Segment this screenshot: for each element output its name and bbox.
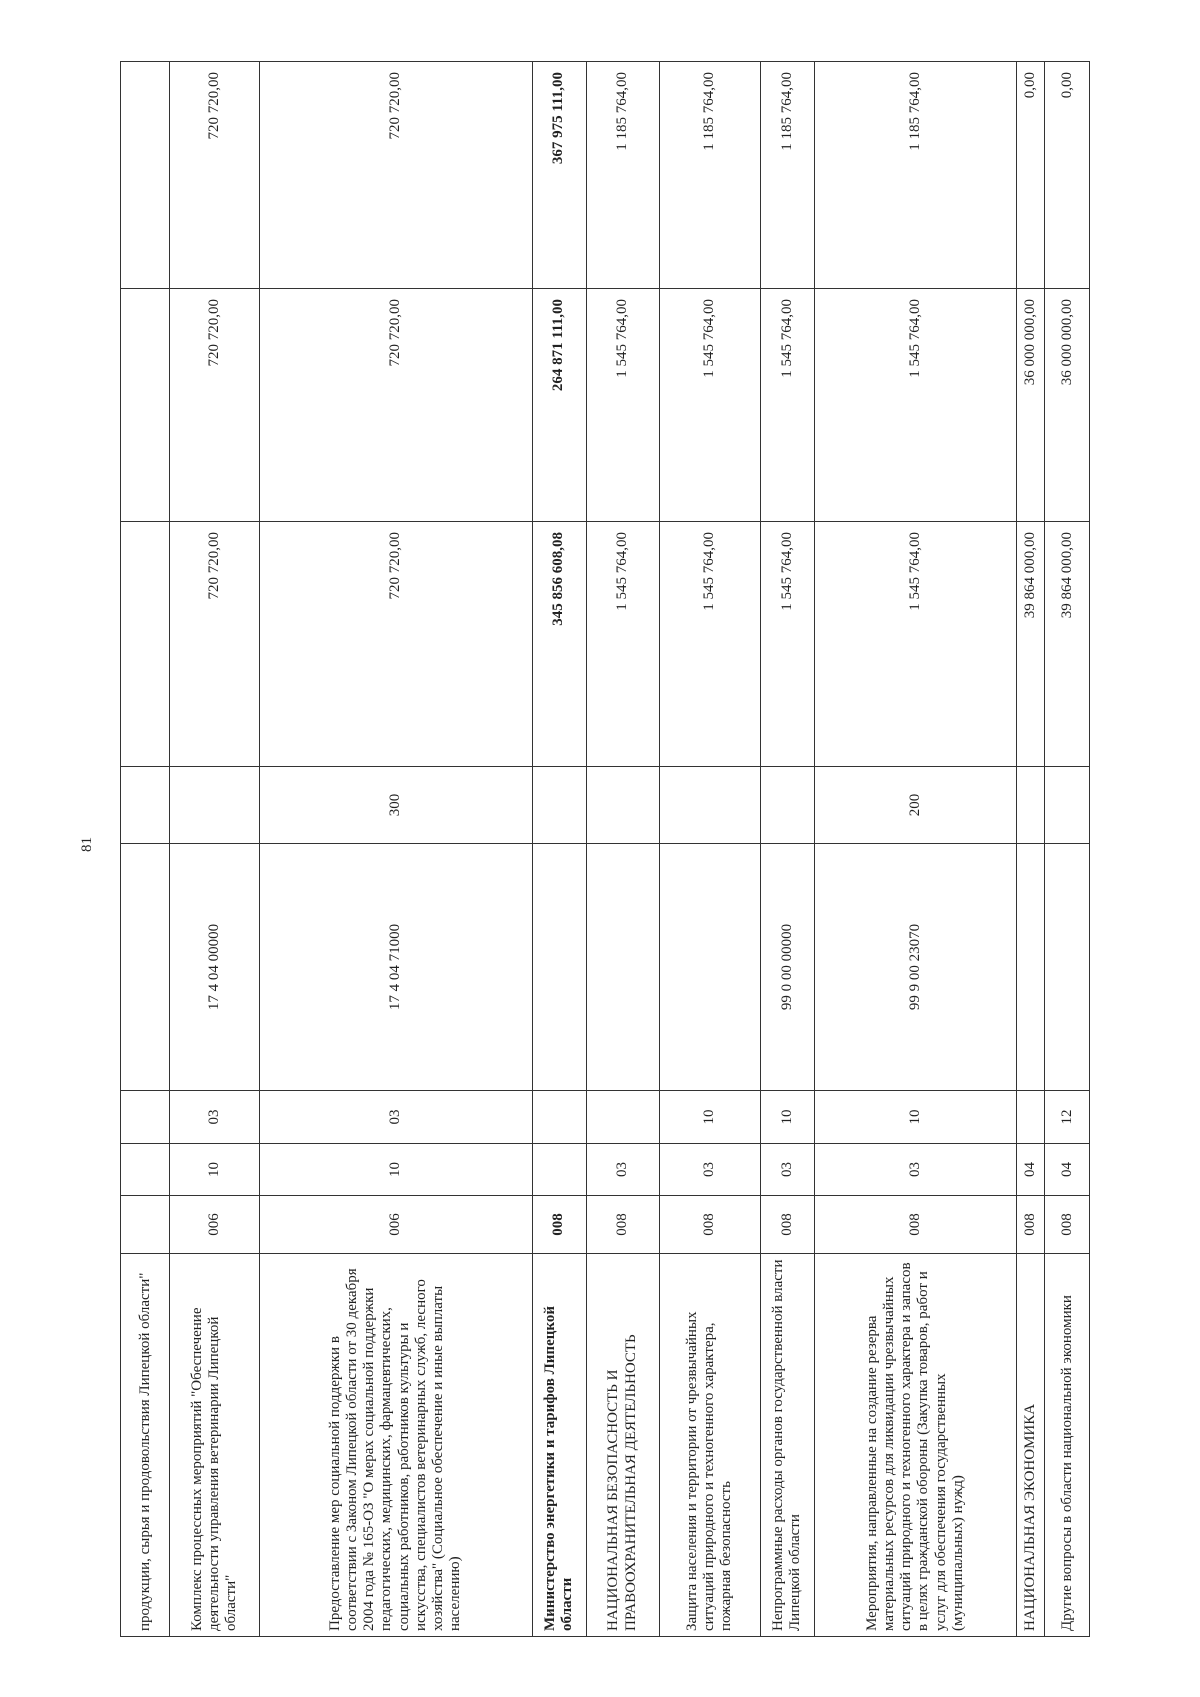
target-article-code: 99 0 00 00000 — [760, 844, 814, 1091]
section-code — [532, 1144, 586, 1196]
row-name: Предоставление мер социальной поддержки в соответствии с Законом Липецкой области от 30 декабря 2004 года № 165-ОЗ "О мерах социальной поддержки педагогических, медицинских, фармацевтических, социальных работников, работников культуры и искусства, специалистов ветеринарных служб, лесного хозяйства" (Социальное обеспечение и иные выплаты населению) — [259, 1254, 532, 1637]
table-row — [170, 62, 259, 1637]
subsection-code — [121, 1091, 170, 1144]
ministry-code: 006 — [259, 1196, 532, 1254]
subsection-code: 03 — [259, 1091, 532, 1144]
ministry-code: 008 — [532, 1196, 586, 1254]
ministry-code: 008 — [814, 1196, 1016, 1254]
table-row — [659, 62, 760, 1637]
amount-col-1 — [121, 522, 170, 767]
section-code: 04 — [1045, 1144, 1090, 1196]
row-name: Непрограммные расходы органов государственной власти Липецкой области — [760, 1254, 814, 1637]
amount-col-3: 0,00 — [1045, 62, 1090, 289]
section-code: 10 — [170, 1144, 259, 1196]
amount-col-1: 720 720,00 — [259, 522, 532, 767]
section-code: 04 — [1017, 1144, 1045, 1196]
amount-col-1: 720 720,00 — [170, 522, 259, 767]
expense-type-code — [532, 767, 586, 844]
expense-type-code — [1045, 767, 1090, 844]
target-article-code — [586, 844, 659, 1091]
expense-type-code — [760, 767, 814, 844]
ministry-code: 008 — [1045, 1196, 1090, 1254]
amount-col-2: 1 545 764,00 — [586, 289, 659, 522]
amount-col-1: 1 545 764,00 — [659, 522, 760, 767]
amount-col-1: 1 545 764,00 — [586, 522, 659, 767]
amount-col-2: 1 545 764,00 — [659, 289, 760, 522]
ministry-code: 008 — [586, 1196, 659, 1254]
target-article-code — [1045, 844, 1090, 1091]
amount-col-2: 1 545 764,00 — [760, 289, 814, 522]
expense-type-code — [170, 767, 259, 844]
section-code: 03 — [659, 1144, 760, 1196]
expense-type-code — [121, 767, 170, 844]
amount-col-2: 264 871 111,00 — [532, 289, 586, 522]
section-code: 10 — [259, 1144, 532, 1196]
amount-col-2: 36 000 000,00 — [1017, 289, 1045, 522]
amount-col-3: 1 185 764,00 — [659, 62, 760, 289]
expense-type-code — [659, 767, 760, 844]
amount-col-2: 720 720,00 — [259, 289, 532, 522]
table-row — [760, 62, 814, 1637]
section-code: 03 — [814, 1144, 1016, 1196]
section-code: 03 — [586, 1144, 659, 1196]
amount-col-3: 1 185 764,00 — [814, 62, 1016, 289]
row-name: НАЦИОНАЛЬНАЯ БЕЗОПАСНОСТЬ И ПРАВООХРАНИТЕЛЬНАЯ ДЕЯТЕЛЬНОСТЬ — [586, 1254, 659, 1637]
amount-col-3: 720 720,00 — [170, 62, 259, 289]
row-name: Мероприятия, направленные на создание резерва материальных ресурсов для ликвидации чрезвычайных ситуаций природного и техногенного характера и запасов в целях гражданской обороны (Закупка товаров, работ и услуг для обеспечения государственных (муниципальных) нужд) — [814, 1254, 1016, 1637]
ministry-code: 006 — [170, 1196, 259, 1254]
target-article-code — [659, 844, 760, 1091]
subsection-code: 03 — [170, 1091, 259, 1144]
ministry-code: 008 — [760, 1196, 814, 1254]
subsection-code — [586, 1091, 659, 1144]
table-row — [586, 62, 659, 1637]
target-article-code: 17 4 04 00000 — [170, 844, 259, 1091]
table-row — [121, 62, 170, 1637]
expense-type-code — [1017, 767, 1045, 844]
subsection-code — [1017, 1091, 1045, 1144]
amount-col-3: 367 975 111,00 — [532, 62, 586, 289]
amount-col-3: 720 720,00 — [259, 62, 532, 289]
target-article-code: 17 4 04 71000 — [259, 844, 532, 1091]
section-code — [121, 1144, 170, 1196]
expense-type-code: 200 — [814, 767, 1016, 844]
target-article-code — [1017, 844, 1045, 1091]
amount-col-2: 1 545 764,00 — [814, 289, 1016, 522]
target-article-code: 99 9 00 23070 — [814, 844, 1016, 1091]
amount-col-2: 720 720,00 — [170, 289, 259, 522]
row-name: Защита населения и территории от чрезвычайных ситуаций природного и техногенного характера, пожарная безопасность — [659, 1254, 760, 1637]
subsection-code: 12 — [1045, 1091, 1090, 1144]
subsection-code — [532, 1091, 586, 1144]
amount-col-1: 1 545 764,00 — [814, 522, 1016, 767]
amount-col-3: 1 185 764,00 — [760, 62, 814, 289]
row-name: Другие вопросы в области национальной экономики — [1045, 1254, 1090, 1637]
ministry-code: 008 — [659, 1196, 760, 1254]
expense-type-code — [586, 767, 659, 844]
subsection-code: 10 — [659, 1091, 760, 1144]
row-name: Комплекс процессных мероприятий "Обеспечение деятельности управления ветеринарии Липецкой области" — [170, 1254, 259, 1637]
amount-col-2 — [121, 289, 170, 522]
table-row — [1017, 62, 1045, 1637]
row-name: Министерство энергетики и тарифов Липецкой области — [532, 1254, 586, 1637]
table-row — [532, 62, 586, 1637]
section-code: 03 — [760, 1144, 814, 1196]
ministry-code — [121, 1196, 170, 1254]
amount-col-3 — [121, 62, 170, 289]
amount-col-3: 0,00 — [1017, 62, 1045, 289]
amount-col-3: 1 185 764,00 — [586, 62, 659, 289]
amount-col-1: 39 864 000,00 — [1017, 522, 1045, 767]
amount-col-1: 39 864 000,00 — [1045, 522, 1090, 767]
expense-type-code: 300 — [259, 767, 532, 844]
table-row — [814, 62, 1016, 1637]
table-row — [1045, 62, 1090, 1637]
amount-col-1: 345 856 608,08 — [532, 522, 586, 767]
page-number: 81 — [79, 837, 95, 852]
row-name: продукции, сырья и продовольствия Липецкой области" — [121, 1254, 170, 1637]
target-article-code — [532, 844, 586, 1091]
row-name: НАЦИОНАЛЬНАЯ ЭКОНОМИКА — [1017, 1254, 1045, 1637]
budget-table-rotated — [120, 62, 1090, 1637]
target-article-code — [121, 844, 170, 1091]
subsection-code: 10 — [814, 1091, 1016, 1144]
budget-table — [120, 61, 1090, 1637]
amount-col-2: 36 000 000,00 — [1045, 289, 1090, 522]
subsection-code: 10 — [760, 1091, 814, 1144]
table-row — [259, 62, 532, 1637]
ministry-code: 008 — [1017, 1196, 1045, 1254]
amount-col-1: 1 545 764,00 — [760, 522, 814, 767]
